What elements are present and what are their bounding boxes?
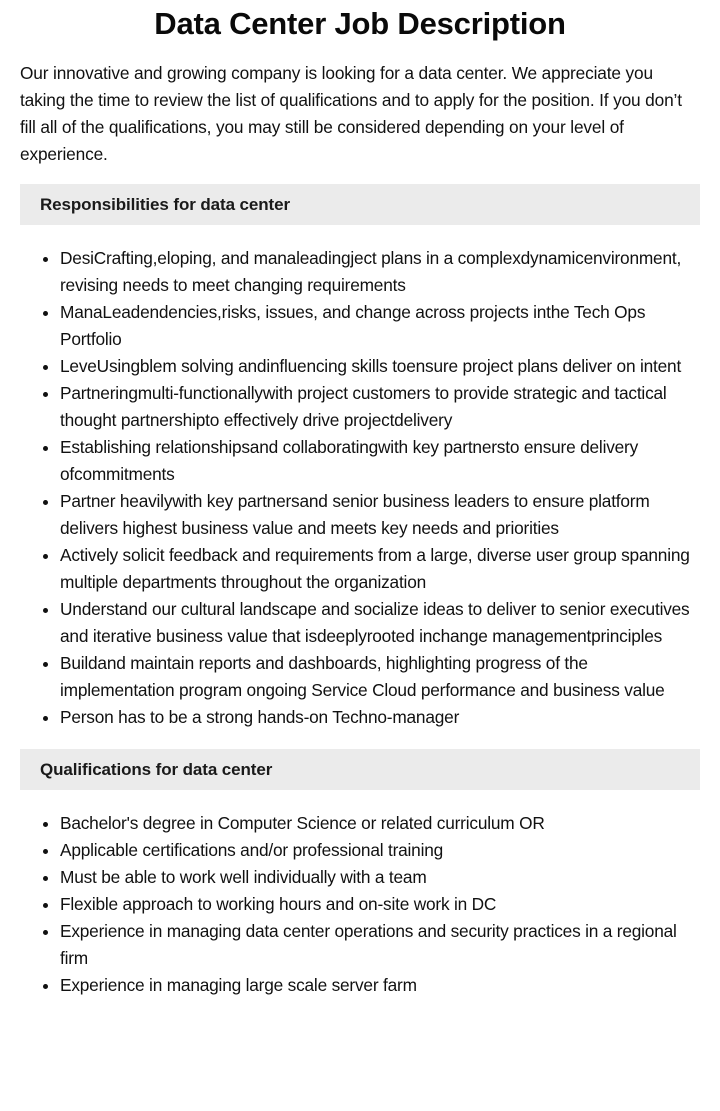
responsibility-item: • Buildand maintain reports and dashboards, highlighting progress of the implementation program ongoing Service Cloud performance and business value: [60, 650, 700, 704]
page-title: Data Center Job Description: [154, 6, 566, 41]
qualifications-list: [20, 810, 700, 999]
responsibility-item: • Partneringmulti-functionallywith project customers to provide strategic and tactical thought partnershipto effectively drive projectdelivery: [60, 380, 700, 434]
responsibilities-list: [20, 245, 700, 731]
responsibility-item: • Understand our cultural landscape and socialize ideas to deliver to senior executives and iterative business value that isdeeplyrooted inchange managementprinciples: [60, 596, 700, 650]
qualification-item: • Flexible approach to working hours and on-site work in DC: [60, 891, 700, 918]
qualification-item: • Experience in managing data center operations and security practices in a regional firm: [60, 918, 700, 972]
responsibility-item: • LeveUsingblem solving andinfluencing skills toensure project plans deliver on intent: [60, 353, 700, 380]
qualification-item: • Experience in managing large scale server farm: [60, 972, 700, 999]
responsibilities-heading: Responsibilities for data center: [20, 184, 700, 225]
qualification-item: • Must be able to work well individually with a team: [60, 864, 700, 891]
qualifications-heading: Qualifications for data center: [20, 749, 700, 790]
responsibility-item: • ManaLeadendencies,risks, issues, and change across projects inthe Tech Ops Portfolio: [60, 299, 700, 353]
responsibility-item: • Actively solicit feedback and requirements from a large, diverse user group spanning multiple departments throughout the organization: [60, 542, 700, 596]
responsibility-item: • Partner heavilywith key partnersand senior business leaders to ensure platform delivers highest business value and meets key needs and priorities: [60, 488, 700, 542]
qualification-item: • Bachelor's degree in Computer Science or related curriculum OR: [60, 810, 700, 837]
qualification-item: • Applicable certifications and/or professional training: [60, 837, 700, 864]
responsibility-item: • Establishing relationshipsand collaboratingwith key partnersto ensure delivery ofcommitments: [60, 434, 700, 488]
responsibility-item: • Person has to be a strong hands-on Techno-manager: [60, 704, 700, 731]
responsibility-item: • DesiCrafting,eloping, and manaleadingject plans in a complexdynamicenvironment, revising needs to meet changing requirements: [60, 245, 700, 299]
intro-paragraph: Our innovative and growing company is looking for a data center. We appreciate you taking the time to review the list of qualifications and to apply for the position. If you don’t fill all of the qualifications, you may still be considered depending on your level of experience.: [20, 63, 682, 164]
